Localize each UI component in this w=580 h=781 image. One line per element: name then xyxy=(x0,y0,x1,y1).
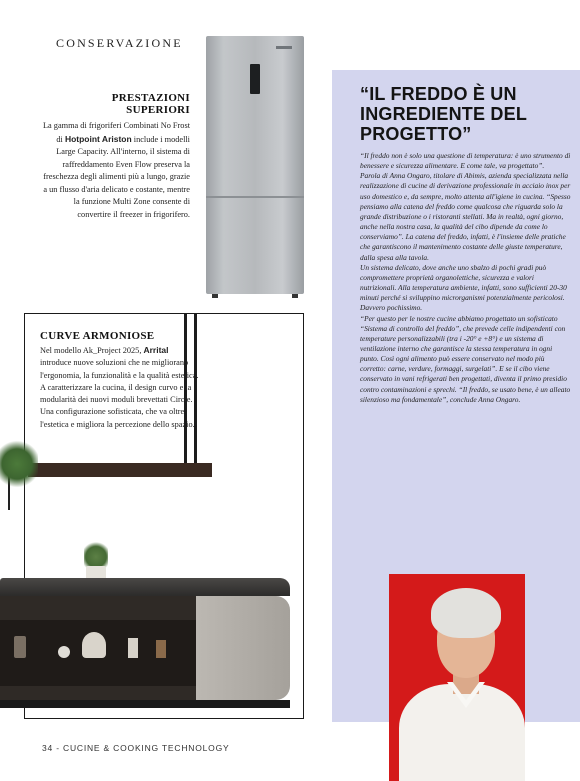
quote-title: “IL FREDDO È UN INGREDIENTE DEL PROGETTO” xyxy=(360,84,527,144)
quote-paragraph: Un sistema delicato, dove anche uno sbalzo di pochi gradi può compromettere proprietà organolettiche, sicurezza e valori nutrizionali. Alla temperatura ambiente, infatti, sono sufficienti 20-30 minuti perché si sviluppino microrganismi potenzialmente pericolosi. Davvero pochissimo. xyxy=(360,262,567,313)
prestazioni-title: PRESTAZIONI SUPERIORI xyxy=(111,92,190,116)
brand-arrital: Arrital xyxy=(143,345,169,355)
kitchen-item xyxy=(82,632,106,658)
fridge-door-seam xyxy=(206,196,304,198)
section-label: CONSERVAZIONE xyxy=(56,36,183,50)
fridge-foot xyxy=(292,294,298,298)
potted-plant xyxy=(84,540,108,568)
curve-box xyxy=(40,330,200,431)
kitchen-plinth xyxy=(0,700,290,708)
fridge-logo xyxy=(276,46,292,49)
kitchen-item xyxy=(14,636,26,658)
kitchen-item xyxy=(128,638,138,658)
curve-title: CURVE ARMONIOSE xyxy=(40,330,155,342)
fridge-image xyxy=(206,36,304,294)
kitchen-shelf xyxy=(28,463,212,477)
portrait-hair xyxy=(431,588,501,638)
fridge-display xyxy=(250,64,260,94)
curve-body: Nel modello Ak_Project 2025, Arrital introduce nuove soluzioni che ne migliorano l'ergonomia, la funzionalità e la qualità estetica. A caratterizzare la cucina, il design curvo e la modularità dei nuovi moduli brevettati Circle. Una configurazione sofisticata, che va oltre l'estetica e migliora la percezione dello spazio. xyxy=(40,345,199,429)
kitchen-item xyxy=(58,646,70,658)
prestazioni-box xyxy=(40,92,190,221)
quote-paragraph: “Il freddo non è solo una questione di temperatura: è uno strumento di benessere e sicurezza alimentare. E come tale, va progettato”. xyxy=(360,151,571,171)
brand-hotpoint: Hotpoint Ariston xyxy=(64,133,132,144)
kitchen-item xyxy=(156,640,166,658)
fridge-foot xyxy=(212,294,218,298)
portrait-photo xyxy=(389,574,525,781)
quote-paragraph: Parola di Anna Ongaro, titolare di Abimis, azienda specializzata nella realizzazione di cucine di derivazione professionale in acciaio inox per uso domestico e, da sempre, molto attenta all'igiene in cucina. “Spesso pensiamo alla catena del freddo come qualcosa che riguarda solo la grande distribuzione o i ristoranti stellati. Ma in realtà, ogni giorno, anche nella nostra casa, la qualità del cibo dipende da come lo conserviamo”. La catena del freddo, infatti, è l'insieme delle pratiche che garantiscono il mantenimento costante delle giuste temperature, dalla spesa alla tavola. xyxy=(360,171,571,262)
hanging-plant xyxy=(0,438,38,490)
kitchen-curved-panel xyxy=(196,596,290,700)
prestazioni-body: La gamma di frigoriferi Combinati No Frost di Hotpoint Ariston include i modelli Large Capacity. All'interno, il sistema di raffreddamento Even Flow preserva la freschezza degli alimenti più a lungo, grazie a un flusso d'aria delicato e costante, mentre la funzione Multi Zone consente di convertire il freezer in frigorifero. xyxy=(42,121,190,219)
kitchen-worktop xyxy=(0,578,290,596)
quote-body xyxy=(360,151,572,405)
quote-paragraph: “Per questo per le nostre cucine abbiamo progettato un sofisticato “Sistema di controllo del freddo”, che prevede celle indipendenti con temperature personalizzabili (tra i -20° e +8°) e un sistema di ventilazione interno che garantisce la stessa temperatura in ogni punto. Così ogni alimento può essere conservato nel modo più corretto: carne, verdure, formaggi, surgelati”. E se il cibo viene conservato in vani refrigerati ben progettati, diventa il primo presidio contro contaminazioni e sprechi. “Il freddo, se usato bene, è un alleato silenzioso ma fondamentale”, conclude Anna Ongaro. xyxy=(360,313,571,404)
page-footer: 34 - CUCINE & COOKING TECHNOLOGY xyxy=(42,743,230,753)
